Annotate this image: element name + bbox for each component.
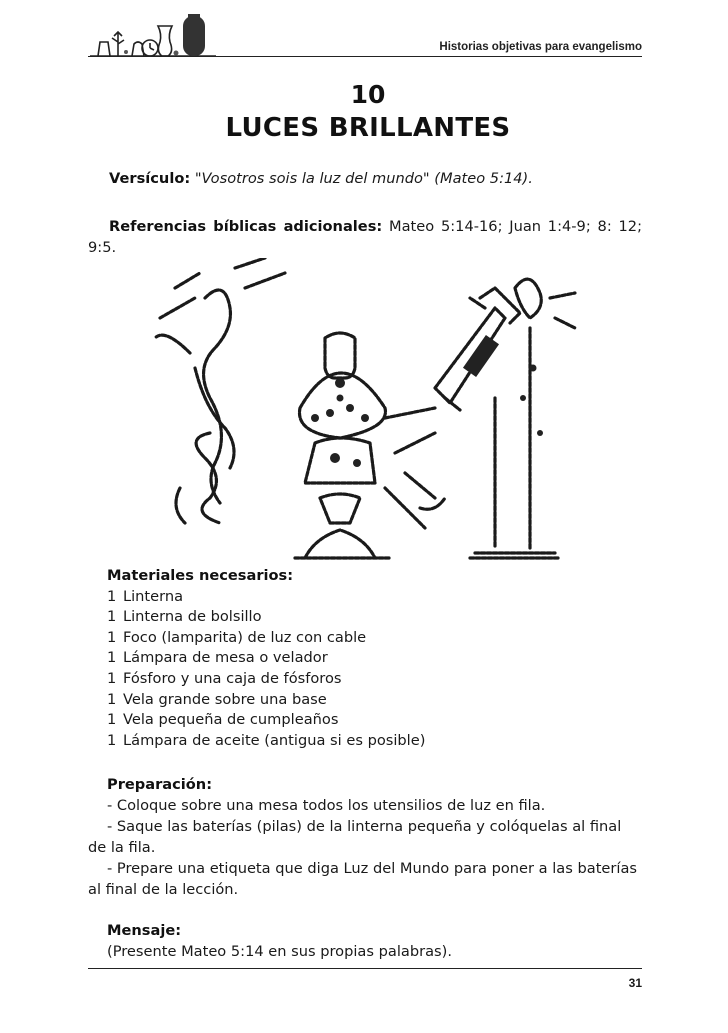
item-quantity: 1: [107, 587, 117, 605]
materials-section: [107, 566, 627, 751]
item-text: Foco (lamparita) de luz con cable: [123, 628, 367, 646]
message-heading: Mensaje:: [107, 922, 182, 939]
list-item: [107, 731, 627, 752]
item-text: Vela grande sobre una base: [123, 690, 327, 708]
list-item: [107, 587, 627, 608]
references-text: Mateo 5:14-16; Juan 1:4-9; 8: 12; 9:5.: [88, 218, 643, 256]
page-number: 31: [628, 976, 642, 990]
running-head: Historias objetivas para evangelismo: [439, 41, 642, 53]
list-item: [107, 628, 627, 649]
item-quantity: 1: [107, 711, 117, 729]
references-label: Referencias bíblicas adicionales:: [109, 218, 383, 235]
materials-list: [107, 587, 627, 752]
preparation-heading: Preparación:: [107, 776, 213, 793]
message-section: [88, 920, 642, 962]
verse-text: "Vosotros sois la luz del mundo" (Mateo 5:14).: [194, 170, 533, 187]
light-sources-illustration: [135, 258, 595, 568]
list-item: [107, 607, 627, 628]
message-text: (Presente Mateo 5:14 en sus propias palabras).: [107, 943, 452, 960]
item-quantity: 1: [107, 669, 117, 687]
verse-label: Versículo:: [109, 170, 191, 187]
item-text: Lámpara de mesa o velador: [123, 649, 328, 667]
item-quantity: 1: [107, 608, 117, 626]
item-quantity: 1: [107, 649, 117, 667]
lesson-number: 10: [350, 80, 386, 109]
item-text: Vela pequeña de cumpleaños: [123, 711, 339, 729]
item-quantity: 1: [107, 731, 117, 749]
preparation-step: - Saque las baterías (pilas) de la linterna pequeña y colóquelas al final de la fila.: [88, 818, 622, 856]
list-item: [107, 648, 627, 669]
item-text: Linterna: [123, 587, 184, 605]
preparation-section: [88, 774, 642, 900]
verse-paragraph: [88, 168, 642, 189]
list-item: [107, 710, 627, 731]
footer-rule: [88, 968, 642, 969]
list-item: [107, 669, 627, 690]
preparation-step: - Prepare una etiqueta que diga Luz del Mundo para poner a las baterías al final de la lección.: [88, 860, 637, 898]
item-text: Lámpara de aceite (antigua si es posible): [123, 731, 426, 749]
references-paragraph: [88, 216, 642, 258]
header-rule: [88, 56, 642, 57]
item-quantity: 1: [107, 628, 117, 646]
item-quantity: 1: [107, 690, 117, 708]
item-text: Fósforo y una caja de fósforos: [123, 669, 342, 687]
list-item: [107, 690, 627, 711]
preparation-step: - Coloque sobre una mesa todos los utensilios de luz en fila.: [107, 797, 546, 814]
lesson-title: LUCES BRILLANTES: [225, 113, 511, 143]
item-text: Linterna de bolsillo: [123, 608, 262, 626]
materials-heading: Materiales necesarios:: [107, 567, 294, 584]
